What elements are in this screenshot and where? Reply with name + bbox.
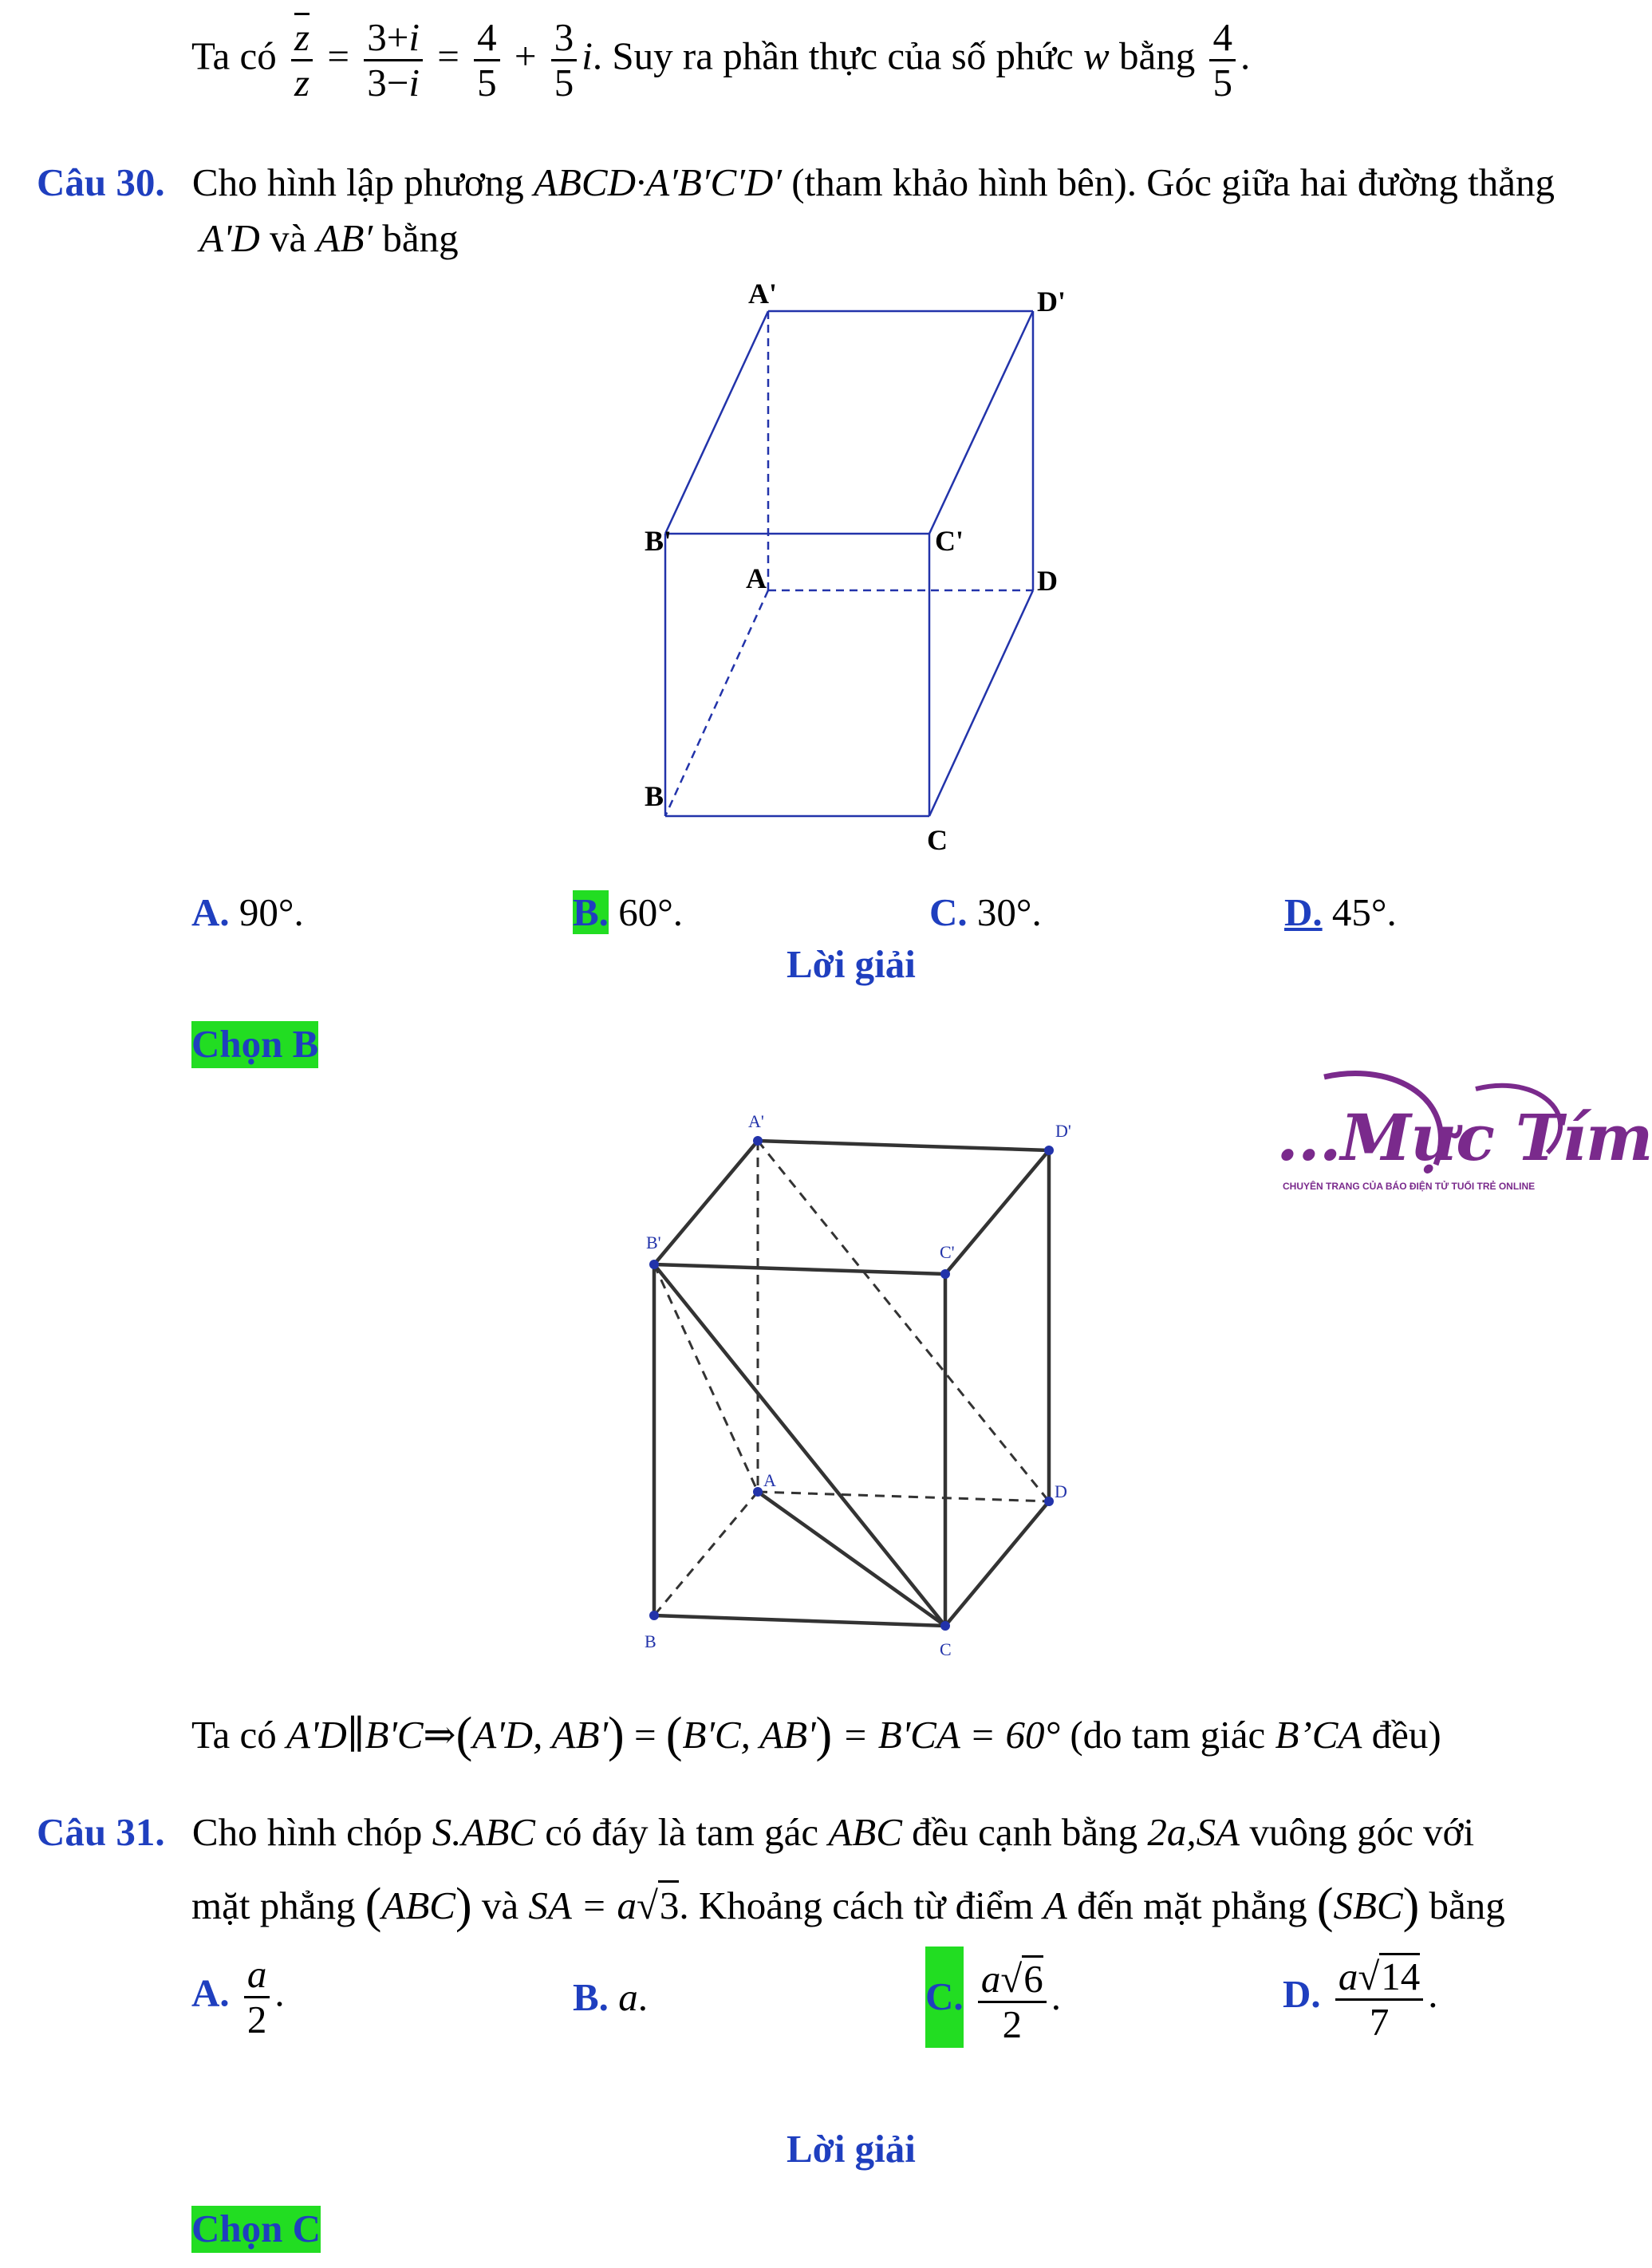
q31-solution-title: Lời giải (787, 2127, 916, 2171)
logo-tagline: CHUYÊN TRANG CỦA BÁO ĐIỆN TỬ TUỔI TRẺ ONLINE (1283, 1181, 1536, 1192)
q30-option-d[interactable]: D. 45°. (1284, 890, 1397, 934)
fig2-label-a-prime: A' (748, 1111, 764, 1131)
q30-solution-figure (622, 1105, 1117, 1663)
frac-3pi-3mi: $\frac{3+i}{3-i}$ (364, 16, 423, 105)
q30-explanation: Ta có A'D∥B'C⇒(A'D, AB') = (B'C, AB') = B'CA = 60° (do tam giác B’CA đều) (191, 1708, 1441, 1762)
q30-solution-title: Lời giải (787, 942, 916, 986)
q31-choice: Chọn C (191, 2206, 321, 2253)
q31-option-b[interactable]: B. a. (573, 1975, 648, 2019)
frac-3-5: $\frac{3}{5}$ (551, 16, 578, 105)
intro-line: Ta có $\frac{z}{z}$ = $\frac{3+i}{3-i}$ = $\frac{4}{5}$ + $\frac{3}{5}$ i. Suy ra phần thực của số phức w bằng $\frac{4}{5}$ . (191, 16, 1250, 105)
q30-option-b[interactable]: B. 60°. (573, 890, 684, 934)
q31-line2: mặt phẳng (ABC) và SA = a√3. Khoảng cách từ điểm A đến mặt phẳng (SBC) bằng (191, 1879, 1505, 1933)
q30-line2: A'D và AB′ bằng (199, 216, 459, 260)
label-b: B (645, 780, 664, 812)
frac-zbar-over-z: $\frac{z}{z}$ (291, 16, 313, 105)
label-a-prime: A' (748, 278, 777, 310)
label-d-prime: D' (1037, 286, 1066, 318)
fig2-label-d-prime: D' (1055, 1121, 1071, 1141)
muctim-logo (1276, 1069, 1652, 1213)
q30-choice: Chọn B (191, 1021, 318, 1068)
label-c-prime: C' (935, 525, 964, 557)
q31-option-a[interactable]: A. $\frac{a}{2}$ . (191, 1952, 285, 2041)
q31-line1: Câu 31. Cho hình chóp S.ABC có đáy là tam gác ABC đều cạnh bằng 2a,SA vuông góc với (37, 1810, 1475, 1854)
fig2-label-b-prime: B' (646, 1233, 661, 1252)
frac-4-5-answer: $\frac{4}{5}$ (1209, 16, 1236, 105)
label-b-prime: B' (645, 525, 672, 557)
fig2-label-c: C (940, 1639, 952, 1659)
fig2-label-a: A (763, 1470, 776, 1490)
q30-option-c[interactable]: C. 30°. (929, 890, 1042, 934)
label-c: C (927, 824, 948, 856)
q31-label: Câu 31. (37, 1810, 165, 1854)
label-d: D (1037, 565, 1058, 597)
q30-cube-figure (622, 271, 1117, 862)
fig2-label-c-prime: C' (940, 1242, 955, 1262)
q30-line1: Câu 30. Cho hình lập phương ABCD·A′B′C′D′ (tham khảo hình bên). Góc giữa hai đường thẳng (37, 160, 1555, 204)
q31-option-d[interactable]: D. $\frac{a√14}{7}$ . (1283, 1954, 1438, 2044)
frac-4-5: $\frac{4}{5}$ (474, 16, 500, 105)
q31-option-c[interactable]: C. $\frac{a√6}{2}$ . (925, 1947, 1061, 2048)
q30-option-a[interactable]: A. 90°. (191, 890, 304, 934)
fig2-label-d: D (1055, 1481, 1067, 1501)
q30-label: Câu 30. (37, 160, 165, 204)
fig2-label-b: B (645, 1631, 656, 1651)
label-a: A (746, 562, 767, 594)
logo-text: ...Mực Tím (1276, 1100, 1652, 1175)
